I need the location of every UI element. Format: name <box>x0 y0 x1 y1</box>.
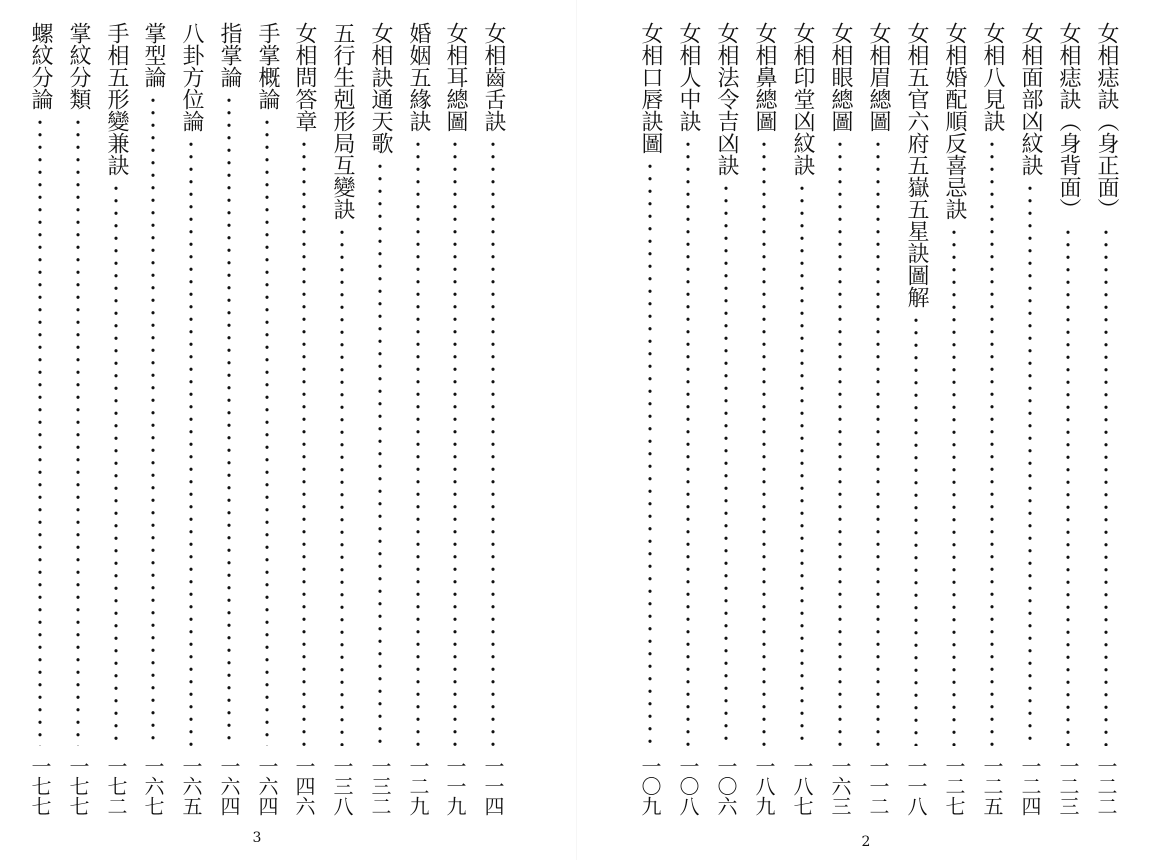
toc-entry[interactable] <box>711 22 741 822</box>
toc-entry[interactable] <box>939 22 969 822</box>
toc-entry-page: 一〇九 <box>638 756 662 816</box>
dot-leader <box>952 226 956 746</box>
toc-entry-page: 一八七 <box>790 756 814 816</box>
dot-leader <box>302 138 306 746</box>
toc-entry-title: 婚姻五緣訣 <box>406 22 431 132</box>
dot-leader <box>38 116 42 746</box>
dot-leader <box>453 138 457 746</box>
toc-entry-page: 一一九 <box>443 756 467 816</box>
toc-entry-page: 一七二 <box>104 756 128 816</box>
toc-entry-page: 一六五 <box>179 756 203 816</box>
toc-entry[interactable] <box>365 22 395 822</box>
dot-leader <box>648 160 652 746</box>
toc-entries-page-2 <box>576 22 1153 822</box>
dot-leader <box>151 94 155 746</box>
toc-entry-page: 一一八 <box>904 756 928 816</box>
toc-entry-title: 女相問答章 <box>292 22 317 132</box>
toc-entry-page: 一六四 <box>255 756 279 816</box>
dot-leader <box>491 138 495 746</box>
toc-entry-title: 女相法令吉凶訣 <box>714 22 739 176</box>
toc-entry[interactable] <box>403 22 433 822</box>
toc-entry[interactable] <box>252 22 282 822</box>
dot-leader <box>1104 226 1108 746</box>
toc-entry-title: 女相訣通天歌 <box>368 22 393 154</box>
dot-leader <box>686 138 690 746</box>
toc-entry-page: 一三二 <box>368 756 392 816</box>
toc-entry-title: 女相痣訣（身背面） <box>1056 22 1081 220</box>
toc-entry-title: 八卦方位論 <box>179 22 204 132</box>
toc-entry-title: 女相五官六府五嶽五星訣圖解 <box>904 22 929 308</box>
toc-page-3 <box>0 0 576 860</box>
toc-entry-page: 一六七 <box>141 756 165 816</box>
toc-entry-title: 女相婚配順反喜忌訣 <box>942 22 967 220</box>
toc-entry-page: 一二三 <box>1056 756 1080 816</box>
dot-leader <box>340 226 344 746</box>
dot-leader <box>1066 226 1070 746</box>
toc-entry-page: 一〇八 <box>676 756 700 816</box>
toc-entry-page: 一二九 <box>406 756 430 816</box>
dot-leader <box>990 138 994 746</box>
toc-entry[interactable] <box>63 22 93 822</box>
dot-leader <box>762 138 766 746</box>
dot-leader <box>378 160 382 746</box>
toc-entry-title: 女相八見訣 <box>980 22 1005 132</box>
toc-entry[interactable] <box>176 22 206 822</box>
toc-entry-page: 一〇六 <box>714 756 738 816</box>
page-folio: 3 <box>252 830 262 846</box>
toc-entry-title: 女相面部凶紋訣 <box>1018 22 1043 176</box>
toc-entry-title: 女相口唇訣圖 <box>638 22 663 154</box>
toc-entry-title: 手相五形變兼訣 <box>104 22 129 176</box>
toc-entry-title: 女相痣訣（身正面） <box>1094 22 1119 220</box>
toc-entry-page: 一三八 <box>330 756 354 816</box>
dot-leader <box>76 116 80 746</box>
toc-entry-title: 五行生剋形局互變訣 <box>330 22 355 220</box>
toc-entry[interactable] <box>478 22 508 822</box>
dot-leader <box>876 138 880 746</box>
toc-entry-page: 一七七 <box>28 756 52 816</box>
toc-entry-page: 一二二 <box>1094 756 1118 816</box>
toc-entry-page: 一六四 <box>217 756 241 816</box>
dot-leader <box>227 94 231 746</box>
toc-entry-title: 手掌概論 <box>255 22 280 110</box>
toc-entry-title: 女相人中訣 <box>676 22 701 132</box>
toc-entry[interactable] <box>749 22 779 822</box>
toc-entry-title: 女相耳總圖 <box>443 22 468 132</box>
toc-entry-page: 一七七 <box>66 756 90 816</box>
toc-entry[interactable] <box>863 22 893 822</box>
toc-entry[interactable] <box>1053 22 1083 822</box>
dot-leader <box>416 138 420 746</box>
toc-entry[interactable] <box>440 22 470 822</box>
toc-entry-page: 一六三 <box>828 756 852 816</box>
toc-entries-page-3 <box>0 22 576 822</box>
toc-entry-title: 掌紋分類 <box>66 22 91 110</box>
toc-entry[interactable] <box>635 22 665 822</box>
toc-entry-title: 女相齒舌訣 <box>481 22 506 132</box>
toc-entry-title: 女相印堂凶紋訣 <box>790 22 815 176</box>
toc-entry-title: 女相眉總圖 <box>866 22 891 132</box>
toc-entry[interactable] <box>901 22 931 822</box>
toc-entry[interactable] <box>101 22 131 822</box>
toc-entry[interactable] <box>214 22 244 822</box>
dot-leader <box>914 314 918 746</box>
toc-entry[interactable] <box>289 22 319 822</box>
toc-entry-title: 女相鼻總圖 <box>752 22 777 132</box>
toc-entry[interactable] <box>787 22 817 822</box>
toc-entry-page: 一八九 <box>752 756 776 816</box>
dot-leader <box>189 138 193 746</box>
dot-leader <box>724 182 728 746</box>
dot-leader <box>800 182 804 746</box>
toc-entry-page: 一四六 <box>292 756 316 816</box>
toc-entry[interactable] <box>25 22 55 822</box>
toc-page-2 <box>576 0 1153 860</box>
page-folio: 2 <box>861 834 871 850</box>
toc-entry-title: 掌型論 <box>141 22 166 88</box>
dot-leader <box>1028 182 1032 746</box>
toc-entry-page: 一一四 <box>481 756 505 816</box>
dot-leader <box>838 138 842 746</box>
toc-entry-title: 螺紋分論 <box>28 22 53 110</box>
toc-entry-title: 指掌論 <box>217 22 242 88</box>
toc-entry[interactable] <box>673 22 703 822</box>
toc-entry-title: 女相眼總圖 <box>828 22 853 132</box>
toc-entry[interactable] <box>138 22 168 822</box>
dot-leader <box>114 182 118 746</box>
toc-entry-page: 一二四 <box>1018 756 1042 816</box>
toc-entry-page: 一二七 <box>942 756 966 816</box>
toc-entry[interactable] <box>977 22 1007 822</box>
toc-entry-page: 一二五 <box>980 756 1004 816</box>
toc-entry[interactable] <box>825 22 855 822</box>
toc-entry-page: 一一二 <box>866 756 890 816</box>
toc-entry[interactable] <box>1015 22 1045 822</box>
toc-entry[interactable] <box>327 22 357 822</box>
toc-entry[interactable] <box>1091 22 1121 822</box>
dot-leader <box>265 116 269 746</box>
